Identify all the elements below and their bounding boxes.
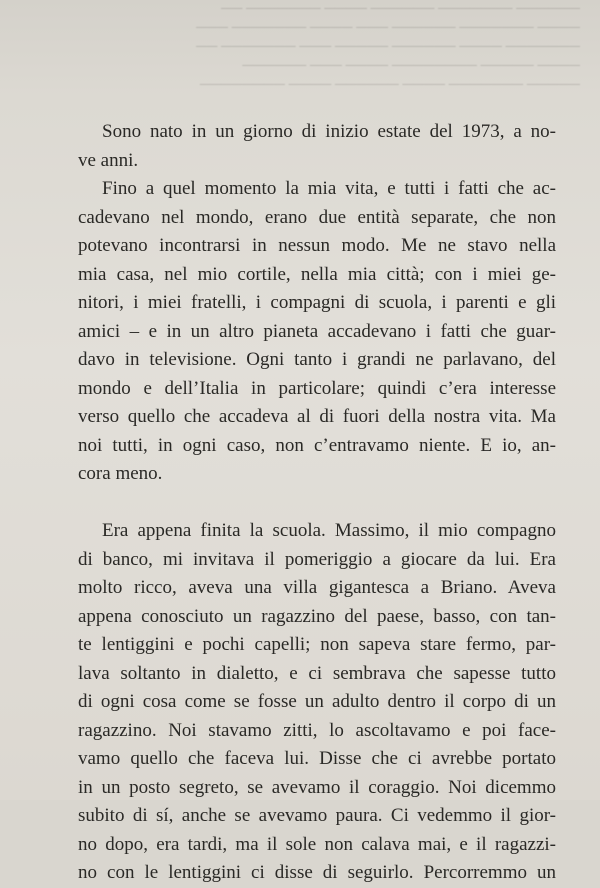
text-line: noi tutti, in ogni caso, non c’entravamo niente. E io, an- (78, 434, 556, 456)
text-line: Fino a quel momento la mia vita, e tutti i fatti che ac- (102, 178, 556, 199)
text-line: no con le lentiggini ci disse di seguirlo. Percorremmo un (78, 862, 556, 883)
text-line: mondo e dell’Italia in particolare; quindi c’era interesse (78, 377, 556, 399)
section-break (78, 489, 556, 518)
paragraph-1 (78, 118, 556, 175)
text-line: di banco, mi invitava il pomeriggio a giocare da lui. Era (78, 548, 556, 570)
text-line: molto ricco, aveva una villa gigantesca a Briano. Aveva (78, 577, 556, 598)
text-line: mia casa, nel mio cortile, nella mia città; con i miei ge- (78, 263, 556, 285)
text-line: cora meno. (78, 463, 163, 484)
text-line: vamo quello che faceva lui. Disse che ci avrebbe portato (78, 748, 556, 769)
text-line: Sono nato in un giorno di inizio estate del 1973, a no- (102, 121, 556, 142)
text-line: cadevano nel mondo, erano due entità separate, che non (78, 206, 556, 228)
show-through-text: ────── ─────── ────── ──── ─────── ── ──── ─────── ────── ─── ──── ─────── ─── ─────── ──── ────── ───── ─── ─────── ── ──── ───── ──────── ──── ─── ────── ───── ─────── ──── ────── ──── ──────── (196, 1, 580, 93)
text-line: nitori, i miei fratelli, i compagni di scuola, i parenti e gli (78, 292, 556, 313)
text-line: amici – e in un altro pianeta accadevano i fatti che guar- (78, 320, 556, 342)
text-line: di ogni cosa come se fosse un adulto dentro il corpo di un (78, 691, 556, 712)
text-line: ragazzino. Noi stavamo zitti, lo ascoltavamo e poi face- (78, 719, 556, 741)
text-line: te lentiggini e pochi capelli; non sapeva stare fermo, par- (78, 634, 556, 655)
text-line: appena conosciuto un ragazzino del paese, basso, con tan- (78, 605, 556, 627)
text-line: no dopo, era tardi, ma il sole non calava mai, e il ragazzi- (78, 833, 556, 855)
paragraph-3 (78, 517, 556, 888)
text-line: verso quello che accadeva al di fuori della nostra vita. Ma (78, 406, 556, 427)
text-line: davo in televisione. Ogni tanto i grandi ne parlavano, del (78, 349, 556, 370)
body-text (78, 118, 556, 888)
text-line: in un posto segreto, se avevamo il coraggio. Noi dicemmo (78, 776, 556, 798)
text-line: Era appena finita la scuola. Massimo, il mio compagno (102, 520, 556, 541)
text-line: ve anni. (78, 149, 139, 171)
text-line: subito di sí, anche se avevamo paura. Ci vedemmo il gior- (78, 805, 556, 826)
text-line: lava soltanto in dialetto, e ci sembrava che sapesse tutto (78, 662, 556, 684)
paragraph-2 (78, 175, 556, 489)
text-line: potevano incontrarsi in nessun modo. Me ne stavo nella (78, 235, 556, 256)
